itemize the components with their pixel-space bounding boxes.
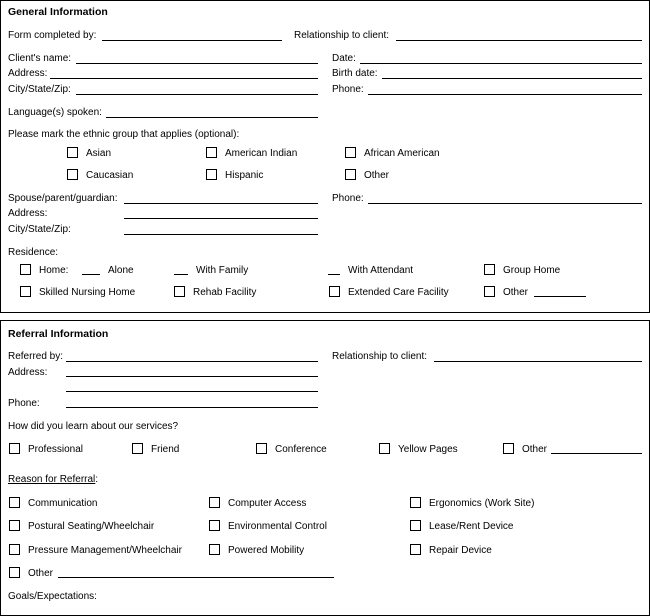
reason-pressure-management-label: Pressure Management/Wheelchair (28, 545, 182, 556)
residence-alone-blank[interactable] (82, 274, 100, 275)
residence-with-attendant-blank[interactable] (328, 274, 340, 275)
guardian-address-label: Address: (8, 208, 48, 219)
guardian-phone-field[interactable] (368, 203, 642, 204)
reason-heading (8, 474, 98, 486)
reason-other-field[interactable] (58, 577, 334, 578)
guardian-city-field[interactable] (124, 234, 318, 235)
general-info-title: General Information (8, 6, 108, 18)
relationship-label: Relationship to client: (294, 30, 390, 41)
residence-home-checkbox[interactable] (20, 264, 31, 275)
date-field[interactable] (360, 63, 642, 64)
guardian-city-label: City/State/Zip: (8, 224, 71, 235)
goals-label: Goals/Expectations: (8, 591, 97, 602)
clients-name-field[interactable] (76, 63, 318, 64)
address-label: Address: (8, 68, 48, 79)
reason-postural-seating-checkbox[interactable] (9, 520, 20, 531)
reason-environmental-control-label: Environmental Control (228, 521, 327, 532)
guardian-field[interactable] (124, 203, 318, 204)
ethnic-caucasian-checkbox[interactable] (67, 169, 78, 180)
reason-communication-label: Communication (28, 498, 98, 509)
residence-extended-care-checkbox[interactable] (329, 286, 340, 297)
reason-other-checkbox[interactable] (9, 567, 20, 578)
reason-communication-checkbox[interactable] (9, 497, 20, 508)
languages-field[interactable] (106, 117, 318, 118)
reason-powered-mobility-checkbox[interactable] (209, 544, 220, 555)
city-state-zip-field[interactable] (76, 94, 318, 95)
referred-by-label: Referred by: (8, 351, 64, 362)
residence-group-home-checkbox[interactable] (484, 264, 495, 275)
reason-repair-device-label: Repair Device (429, 545, 492, 556)
learn-friend-checkbox[interactable] (132, 443, 143, 454)
ethnic-other-checkbox[interactable] (345, 169, 356, 180)
referral-phone-field[interactable] (66, 407, 318, 408)
guardian-phone-label: Phone: (332, 193, 364, 204)
learn-yellow-pages-checkbox[interactable] (379, 443, 390, 454)
referral-address-field-2[interactable] (66, 391, 318, 392)
referral-information-section (0, 320, 650, 616)
residence-alone-label: Alone (108, 265, 134, 276)
ethnic-caucasian-label: Caucasian (86, 170, 134, 181)
reason-title: Reason for Referral (8, 474, 96, 485)
clients-name-label: Client's name: (8, 53, 72, 64)
residence-with-family-blank[interactable] (174, 274, 188, 275)
referral-phone-label: Phone: (8, 398, 40, 409)
ethnic-american-indian-label: American Indian (225, 148, 298, 159)
learn-other-field[interactable] (551, 453, 642, 454)
reason-lease-rent-checkbox[interactable] (410, 520, 421, 531)
city-state-zip-label: City/State/Zip: (8, 84, 71, 95)
referral-relationship-field[interactable] (434, 361, 642, 362)
learn-yellow-pages-label: Yellow Pages (398, 444, 458, 455)
residence-extended-care-label: Extended Care Facility (348, 287, 449, 298)
referred-by-field[interactable] (66, 361, 318, 362)
reason-repair-device-checkbox[interactable] (410, 544, 421, 555)
ethnic-african-american-label: African American (364, 148, 440, 159)
address-field[interactable] (50, 78, 318, 79)
ethnic-prompt: Please mark the ethnic group that applies (optional): (8, 129, 240, 140)
phone-label: Phone: (332, 84, 364, 95)
reason-colon: : (95, 474, 99, 485)
referral-address-label: Address: (8, 367, 48, 378)
ethnic-hispanic-checkbox[interactable] (206, 169, 217, 180)
residence-other-checkbox[interactable] (484, 286, 495, 297)
relationship-field[interactable] (396, 40, 642, 41)
residence-skilled-nursing-checkbox[interactable] (20, 286, 31, 297)
guardian-address-field[interactable] (124, 218, 318, 219)
residence-home-label: Home: (39, 265, 69, 276)
residence-with-family-label: With Family (196, 265, 249, 276)
birth-date-field[interactable] (382, 78, 642, 79)
residence-skilled-nursing-label: Skilled Nursing Home (39, 287, 136, 298)
residence-other-label: Other (503, 287, 529, 298)
languages-label: Language(s) spoken: (8, 107, 102, 118)
reason-postural-seating-label: Postural Seating/Wheelchair (28, 521, 155, 532)
residence-label: Residence: (8, 247, 59, 258)
ethnic-african-american-checkbox[interactable] (345, 147, 356, 158)
learn-professional-label: Professional (28, 444, 84, 455)
residence-other-field[interactable] (534, 296, 586, 297)
date-label: Date: (332, 53, 356, 64)
learn-conference-label: Conference (275, 444, 327, 455)
ethnic-hispanic-label: Hispanic (225, 170, 264, 181)
residence-with-attendant-label: With Attendant (348, 265, 414, 276)
ethnic-american-indian-checkbox[interactable] (206, 147, 217, 158)
guardian-label: Spouse/parent/guardian: (8, 193, 118, 204)
birth-date-label: Birth date: (332, 68, 378, 79)
learn-friend-label: Friend (151, 444, 180, 455)
ethnic-asian-label: Asian (86, 148, 112, 159)
reason-ergonomics-checkbox[interactable] (410, 497, 421, 508)
reason-lease-rent-label: Lease/Rent Device (429, 521, 514, 532)
reason-ergonomics-label: Ergonomics (Work Site) (429, 498, 535, 509)
learn-other-checkbox[interactable] (503, 443, 514, 454)
reason-computer-access-checkbox[interactable] (209, 497, 220, 508)
phone-field[interactable] (368, 94, 642, 95)
referral-info-title: Referral Information (8, 328, 109, 340)
learn-professional-checkbox[interactable] (9, 443, 20, 454)
ethnic-other-label: Other (364, 170, 390, 181)
residence-group-home-label: Group Home (503, 265, 561, 276)
residence-rehab-label: Rehab Facility (193, 287, 257, 298)
referral-relationship-label: Relationship to client: (332, 351, 428, 362)
learn-prompt: How did you learn about our services? (8, 421, 179, 432)
reason-powered-mobility-label: Powered Mobility (228, 545, 305, 556)
reason-environmental-control-checkbox[interactable] (209, 520, 220, 531)
reason-other-label: Other (28, 568, 54, 579)
ethnic-asian-checkbox[interactable] (67, 147, 78, 158)
form-completed-by-field[interactable] (102, 40, 282, 41)
form-completed-by-label: Form completed by: (8, 30, 97, 41)
learn-conference-checkbox[interactable] (256, 443, 267, 454)
residence-rehab-checkbox[interactable] (174, 286, 185, 297)
reason-pressure-management-checkbox[interactable] (9, 544, 20, 555)
reason-computer-access-label: Computer Access (228, 498, 307, 509)
referral-address-field-1[interactable] (66, 376, 318, 377)
learn-other-label: Other (522, 444, 548, 455)
